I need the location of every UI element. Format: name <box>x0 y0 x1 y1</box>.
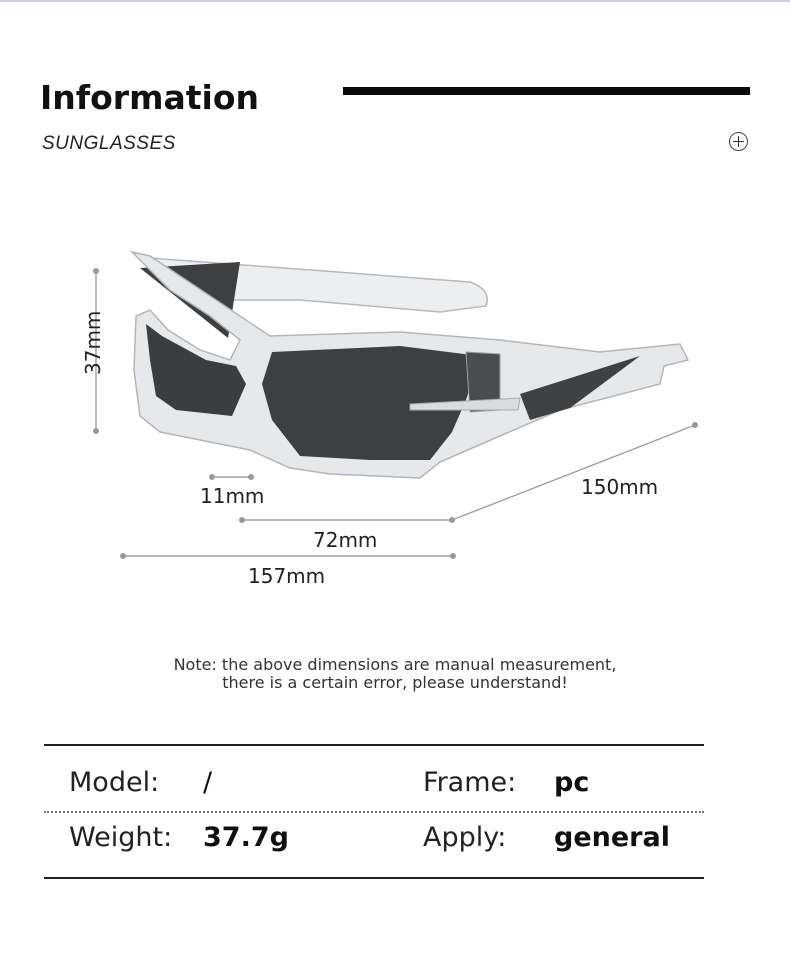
dim-dot <box>209 474 215 480</box>
spec-divider <box>44 811 704 813</box>
frame-value: pc <box>554 767 590 798</box>
apply-label: Apply: <box>423 822 507 853</box>
apply-value: general <box>554 822 670 853</box>
weight-value: 37.7g <box>203 822 289 853</box>
dim-dot <box>450 553 456 559</box>
dim-dot <box>120 553 126 559</box>
note-line-1: Note: the above dimensions are manual measurement, <box>173 655 617 674</box>
dim-dot <box>93 428 99 434</box>
dim-frame-label: 157mm <box>248 564 326 588</box>
note-line-2: there is a certain error, please understand! <box>222 673 568 692</box>
dim-dot <box>239 517 245 523</box>
dim-bridge-label: 11mm <box>200 484 265 508</box>
model-label: Model: <box>69 767 160 798</box>
dim-dot <box>248 474 254 480</box>
measurement-note <box>0 656 790 692</box>
page-title: Information <box>40 78 259 117</box>
weight-label: Weight: <box>69 822 173 853</box>
dim-temple-label: 150mm <box>581 475 659 499</box>
spec-top-rule <box>44 744 704 746</box>
frame-label: Frame: <box>423 767 517 798</box>
spec-bottom-rule <box>44 877 704 879</box>
dim-height-label: 37mm <box>81 310 105 375</box>
product-category: SUNGLASSES <box>42 133 176 154</box>
dim-lens-label: 72mm <box>313 528 378 552</box>
model-value: / <box>203 767 213 798</box>
dim-dot <box>93 268 99 274</box>
dim-dot <box>692 422 698 428</box>
